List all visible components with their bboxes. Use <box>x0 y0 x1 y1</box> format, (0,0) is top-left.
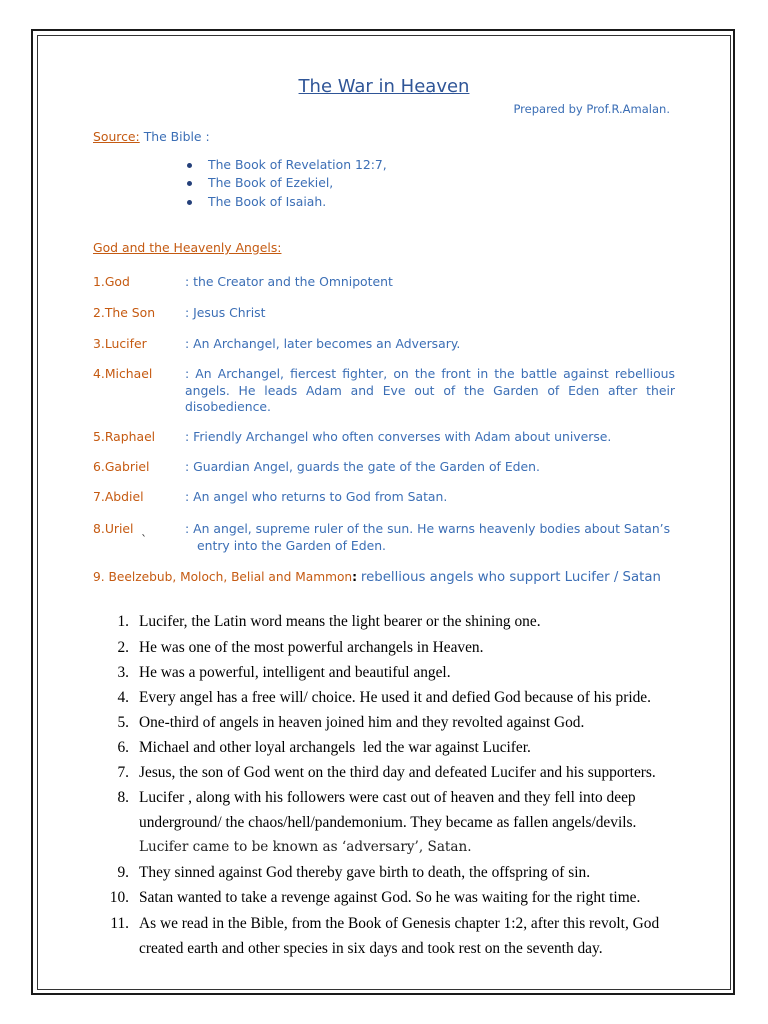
angel-label: 5.Raphael <box>93 429 156 444</box>
source-label: Source: <box>93 129 140 144</box>
list-item-text: Every angel has a free will/ choice. He used it and defied God because of his pride. <box>139 688 651 706</box>
list-number: 1. <box>117 613 129 631</box>
angel-description <box>185 274 675 291</box>
list-item <box>0 660 768 685</box>
list-item-text: Lucifer, the Latin word means the light bearer or the shining one. <box>139 613 541 631</box>
list-item-text: Jesus, the son of God went on the third day and defeated Lucifer and his supporters. <box>139 764 656 781</box>
list-item-text: underground/ the chaos/hell/pandemonium. They became as fallen angels/devils. <box>139 814 637 832</box>
list-number: 6. <box>117 738 129 756</box>
source-text: The Bible : <box>143 129 210 144</box>
book-title: The Book of Revelation 12:7, <box>208 156 387 172</box>
numbered-list <box>0 609 768 960</box>
angel-label: 8.Uriel <box>93 521 134 536</box>
list-number: 4. <box>117 688 129 706</box>
list-number: 10. <box>109 889 129 907</box>
angel-label: 3.Lucifer <box>93 336 147 351</box>
list-item <box>0 911 768 961</box>
list-item-text: Lucifer , along with his followers were cast out of heaven and they fell into deep <box>139 789 636 807</box>
book-title: The Book of Isaiah. <box>208 193 327 209</box>
page-title: The War in Heaven <box>298 76 470 97</box>
angel-description <box>185 305 675 322</box>
description-line: : Friendly Archangel who often converses with Adam about universe. <box>185 429 612 444</box>
list-item <box>0 635 768 660</box>
list-item-text: He was a powerful, intelligent and beautiful angel. <box>139 663 451 681</box>
rebel-angels-label: 9. Beelzebub, Moloch, Belial and Mammon <box>93 570 353 584</box>
list-item-text: They sinned against God thereby gave birth to death, the offspring of sin. <box>139 864 591 882</box>
description-line: : the Creator and the Omnipotent <box>185 274 393 289</box>
list-number: 9. <box>117 864 129 882</box>
list-number: 7. <box>117 764 129 781</box>
list-number: 8. <box>117 789 129 807</box>
description-line: : Jesus Christ <box>185 305 266 320</box>
description-line: entry into the Garden of Eden. <box>197 537 386 553</box>
angel-description <box>185 489 675 506</box>
description-line: : An angel, supreme ruler of the sun. He warns heavenly bodies about Satan’s <box>185 521 671 536</box>
list-item <box>0 174 768 193</box>
list-item-text: Satan wanted to take a revenge against God. So he was waiting for the right time. <box>139 889 641 907</box>
angel-description <box>185 459 675 476</box>
list-item-text: One-third of angels in heaven joined him and they revolted against God. <box>139 713 585 731</box>
list-item <box>0 685 768 710</box>
list-number: 5. <box>117 713 129 731</box>
list-item <box>0 760 768 785</box>
list-item <box>0 710 768 735</box>
rebel-angels-description: rebellious angels who support Lucifer / Satan <box>360 570 661 585</box>
stray-backtick: ` <box>141 532 148 547</box>
list-item-text: Michael and other loyal archangels led the war against Lucifer. <box>139 738 531 756</box>
description-line: : Guardian Angel, guards the gate of the Garden of Eden. <box>185 459 540 474</box>
list-item <box>0 609 768 634</box>
angel-label: 6.Gabriel <box>93 459 150 474</box>
angel-label: 1.God <box>93 274 130 289</box>
angel-description <box>185 429 675 446</box>
source-line <box>93 129 210 145</box>
rebel-angels-colon: : <box>352 570 358 584</box>
angel-description <box>185 336 675 353</box>
list-item <box>0 785 768 860</box>
list-number: 11. <box>110 914 129 932</box>
section-heading-angels: God and the Heavenly Angels: <box>93 240 282 255</box>
list-number: 3. <box>117 663 129 681</box>
angel-description <box>185 521 675 554</box>
list-item <box>0 885 768 910</box>
rebel-angels-entry <box>93 568 661 587</box>
list-item <box>0 860 768 885</box>
list-item <box>0 156 768 175</box>
description-line: disobedience. <box>185 399 271 414</box>
list-item-text: He was one of the most powerful archangels in Heaven. <box>139 638 484 656</box>
list-item-text: created earth and other species in six days and took rest on the seventh day. <box>139 939 603 957</box>
bullet-icon <box>187 181 192 186</box>
list-item-text: As we read in the Bible, from the Book of Genesis chapter 1:2, after this revolt, God <box>139 914 660 932</box>
description-line: : An Archangel, later becomes an Adversary. <box>185 336 461 351</box>
bullet-icon <box>187 200 192 205</box>
angel-label: 7.Abdiel <box>93 489 144 504</box>
description-line: : An Archangel, fiercest fighter, on the front in the battle against rebellious <box>185 366 675 381</box>
angel-description <box>185 366 675 416</box>
list-number: 2. <box>117 638 129 656</box>
angel-label: 4.Michael <box>93 366 153 381</box>
bullet-icon <box>187 163 192 168</box>
source-book-list <box>0 156 768 212</box>
book-title: The Book of Ezekiel, <box>208 175 334 191</box>
description-line: angels. He leads Adam and Eve out of the Garden of Eden after their <box>185 382 675 398</box>
list-item <box>0 193 768 212</box>
author-credit: Prepared by Prof.R.Amalan. <box>513 102 670 116</box>
description-line: : An angel who returns to God from Satan. <box>185 489 448 504</box>
list-item <box>0 735 768 760</box>
angel-label: 2.The Son <box>93 305 156 320</box>
list-item-text: Lucifer came to be known as ‘adversary’, Satan. <box>139 839 472 856</box>
